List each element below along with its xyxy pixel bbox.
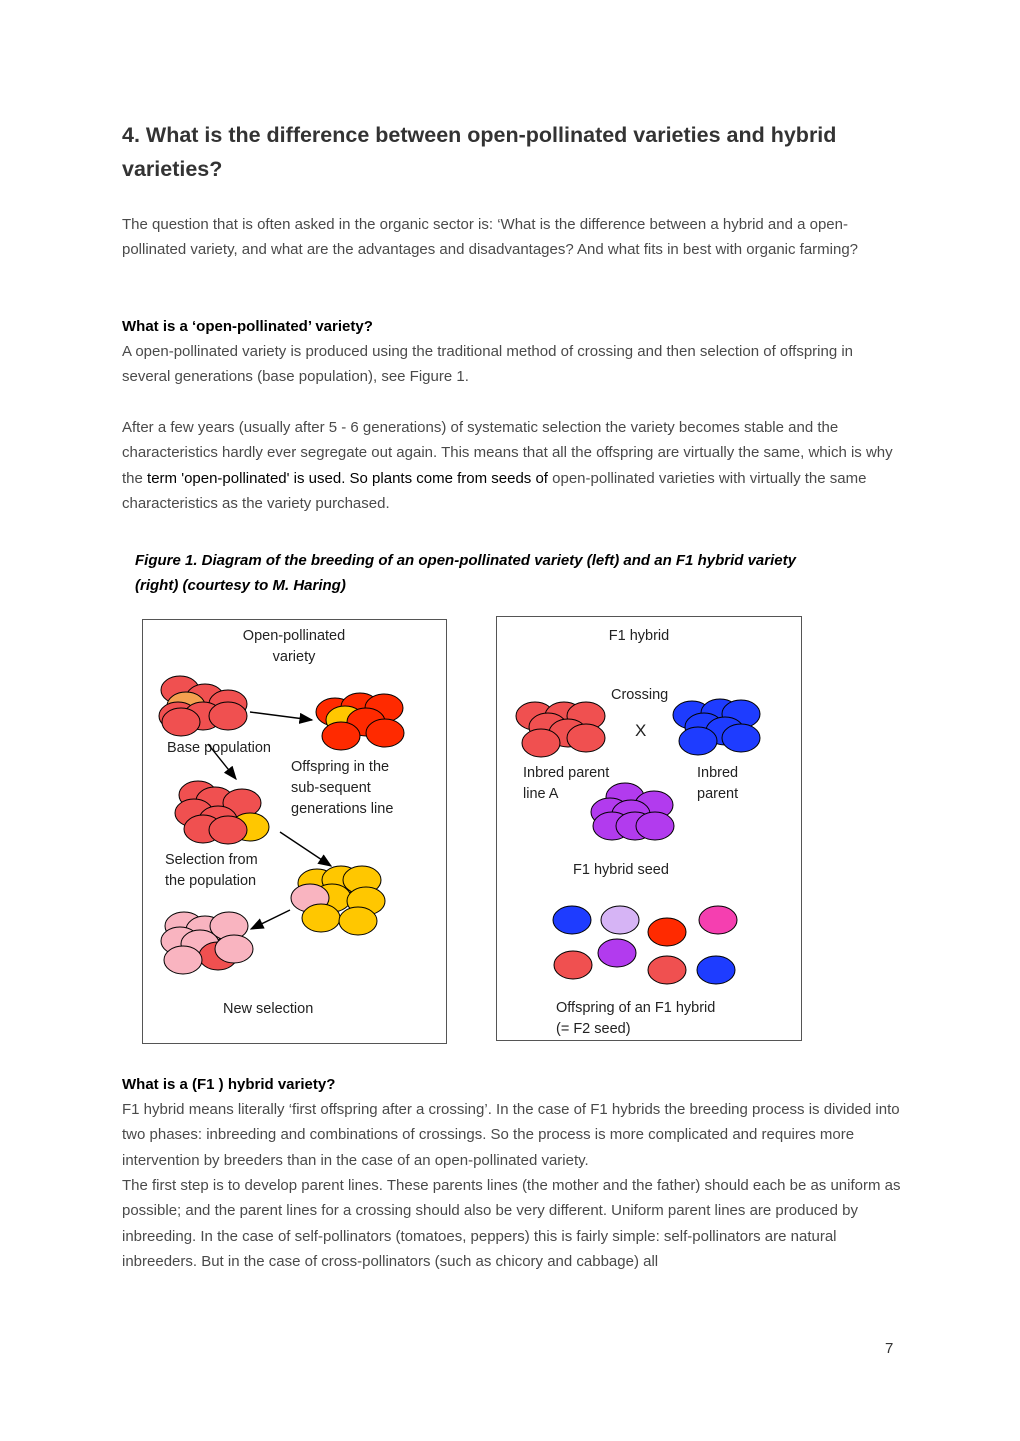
left-title-line1: Open-pollinated	[242, 628, 346, 644]
label-parent-a-line2: line A	[523, 786, 559, 802]
figure-caption: Figure 1. Diagram of the breeding of an open-pollinated variety (left) and an F1 hybrid variety (right) (courtesy to M. Haring)	[135, 552, 796, 594]
label-cross-x: X	[635, 721, 647, 740]
seed-circle	[648, 918, 686, 946]
seed-circle	[648, 956, 686, 984]
seed-circle	[722, 724, 760, 752]
seed-circle	[209, 702, 247, 730]
seed-circle	[322, 722, 360, 750]
cluster-base-population	[159, 676, 247, 736]
label-f2-line1: Offspring of an F1 hybrid	[556, 1000, 716, 1016]
seed-circle	[697, 956, 735, 984]
label-parent-b-line1: Inbred	[697, 765, 739, 781]
seed-circle	[699, 906, 737, 934]
cluster-selection	[175, 781, 269, 844]
seed-circle	[215, 935, 253, 963]
right-title: F1 hybrid	[608, 628, 670, 644]
cluster-offspring	[316, 693, 404, 750]
section-hybrid-para2: The first step is to develop parent lines. These parents lines (the mother and the father) should each be as uniform as possible; and the parent lines for a crossing should also be very different. Uniform parent lines are produced by inbreeding. In the case of self-pollinators (tomatoes, peppers) this is fairly simple: self-pollinators are natural inbreeders. But in the case of cross-pollinators (such as chicory and cabbage) all	[122, 1177, 901, 1270]
cluster-new-selection	[161, 912, 253, 974]
seed-circle	[339, 907, 377, 935]
cluster-f1-seed	[591, 783, 674, 840]
para2-part-a: After a few years (usually after 5 - 6 generations) of systematic selection the variety becomes stable and the characteristics hardly ever segregate out again. This means that all the offspring are virtually the same, which is why the	[122, 419, 893, 487]
seed-circle	[302, 904, 340, 932]
cluster-parent-line-b	[673, 699, 760, 755]
section-open-pollinated-title: What is a ‘open-pollinated’ variety?	[122, 318, 373, 335]
seed-circle	[567, 724, 605, 752]
seed-circle	[554, 951, 592, 979]
para2-part-c: open-pollinated varieties with virtually the same characteristics as the variety purchased.	[122, 469, 867, 512]
label-crossing: Crossing	[611, 687, 669, 703]
section-hybrid-title: What is a (F1 ) hybrid variety?	[122, 1076, 336, 1093]
arrow-base-to-selection	[208, 744, 236, 779]
arrow-yellow-to-new	[251, 910, 290, 929]
seed-circle	[601, 906, 639, 934]
label-new-selection: New selection	[223, 1001, 314, 1017]
cluster-parent-line-a	[516, 702, 605, 757]
page-heading: 4. What is the difference between open-pollinated varieties and hybrid varieties?	[122, 123, 837, 181]
label-offspring-line1: Offspring in the	[291, 759, 390, 775]
seed-circle	[164, 946, 202, 974]
seed-circle	[598, 939, 636, 967]
label-offspring-line2: sub-sequent	[291, 780, 371, 796]
section-open-pollinated-para1: A open-pollinated variety is produced using the traditional method of crossing and then selection of offspring in several generations (base population), see Figure 1.	[122, 343, 854, 386]
seed-circle	[162, 708, 200, 736]
seed-circle	[209, 816, 247, 844]
seed-circle	[522, 729, 560, 757]
seed-circle	[679, 727, 717, 755]
label-f2-line2: (= F2 seed)	[556, 1021, 631, 1037]
label-selection-line1: Selection from	[165, 852, 258, 868]
intro-paragraph: The question that is often asked in the organic sector is: ‘What is the difference between a hybrid and a open-pollinated variety, and what are the advantages and disadvantages? And what fits in best with organic farming?	[122, 216, 859, 259]
label-base-population: Base population	[167, 740, 271, 756]
cluster-f2-seed	[553, 906, 737, 984]
para2-part-b: term 'open-pollinated' is used. So plants come from seeds of	[147, 469, 553, 487]
label-parent-a-line1: Inbred parent	[523, 765, 610, 781]
arrow-selection-to-yellow	[280, 832, 331, 866]
label-offspring-line3: generations line	[291, 801, 394, 817]
left-title-line2: variety	[272, 649, 316, 665]
arrow-base-to-offspring	[250, 712, 312, 720]
cluster-yellow-population	[291, 866, 385, 935]
label-selection-line2: the population	[165, 873, 257, 889]
seed-circle	[366, 719, 404, 747]
page-number: 7	[885, 1340, 894, 1357]
label-f1-seed: F1 hybrid seed	[573, 862, 669, 878]
seed-circle	[636, 812, 674, 840]
section-hybrid-para1: F1 hybrid means literally ‘first offspring after a crossing’. In the case of F1 hybrids the breeding process is divided into two phases: inbreeding and combinations of crossings. So the process is more complicated and requires more intervention by breeders than in the case of an open-pollinated variety.	[122, 1101, 900, 1169]
seed-circle	[553, 906, 591, 934]
label-parent-b-line2: parent	[697, 786, 739, 802]
